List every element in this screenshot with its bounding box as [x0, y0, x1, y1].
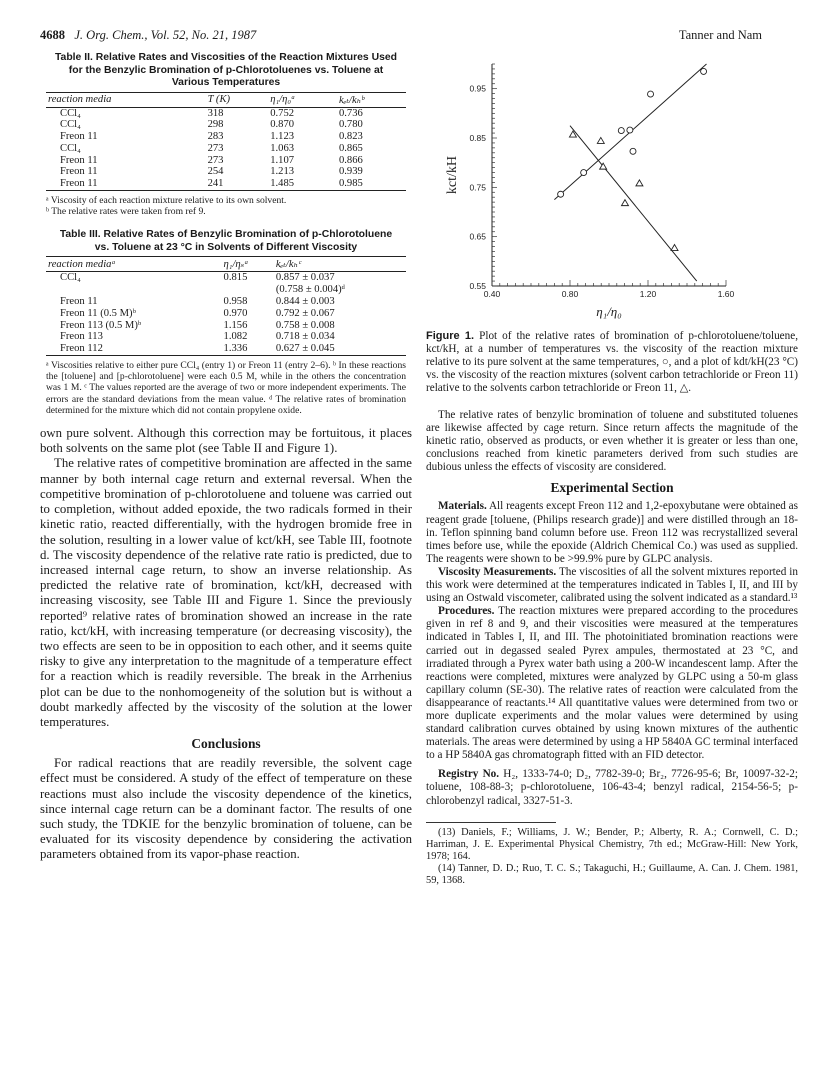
- data-point-circle: [627, 127, 633, 133]
- table2-footnote-a: ᵃ Viscosity of each reaction mixture relative to its own solvent.: [46, 195, 287, 207]
- table2-cell: 0.736: [338, 107, 363, 119]
- table2-cell: 254: [207, 166, 224, 178]
- table3-cell: [222, 284, 274, 296]
- table3-cell: 0.857 ± 0.037: [275, 272, 335, 284]
- table3-cell: 1.082: [223, 331, 248, 343]
- table2-cell: Freon 11: [60, 131, 98, 143]
- table2-cell: 0.780: [338, 119, 363, 131]
- reference-13: (13) Daniels, F.; Williams, J. W.; Bender, P.; Alberty, R. A.; Cornwell, C. D.; Harriman, J. E. Experimental Physical Chemistry, 7th ed.; McGraw-Hill: New York, 1978; 164.: [426, 826, 798, 862]
- data-point-triangle: [621, 200, 628, 206]
- table3-footnotes: ᵃ Viscosities relative to either pure CCl₄ (entry 1) or Freon 11 (entry 2–6). ᵇ In these reactions the [toluene] and [p-chlorotoluene] were each 0.5 M, while in the others the concentration was 1 M. ᶜ The values reported are the average of two or more independent experiments. The errors are the standard deviations from the mean value. ᵈ The relative rates of bromination determined for the mixture which did not contain propylene oxide.: [46, 360, 406, 416]
- figure-caption-text: Plot of the relative rates of bromination of p-chlorotoluene/toluene, kct/kH, at a number of temperatures vs. the viscosity of the reaction mixture relative to its pure solvent at the same temperatures, ○, and a plot of kdt/kH(23 °C) vs. the viscosity of the reaction mixtures (solvent carbon tetrachloride or Freon 11) relative to the solvents carbon tetrachloride or Freon 11, △.: [426, 330, 799, 394]
- table3-header-cell: kₑₜ/kₕᶜ: [274, 257, 406, 272]
- table2-cell: Freon 11: [60, 166, 98, 178]
- table2-cell: 0.866: [338, 154, 363, 166]
- procedures-text: The reaction mixtures were prepared according to the procedures given in ref 8 and 9, and their viscosities were measured at the temperatures indicated in Tables I, II, and III. The photoinitiated bromination reactions were carried out in degassed sealed Pyrex ampules, thermostated at 23 °C, and irradiated through a Pyrex water bath using a 200-W incandescent lamp. After the reactions were completed, mixtures were analyzed by GLPC using a 50-m glass capillary column (SE-30). The relative rates of reaction were calculated from the disappearance of reactants.¹⁴ All quantitative values were determined from two or more duplicate experiments and the molar values were determined by using standard calibration curves obtained by using known mixtures of the authentic materials. The areas were determined by using a HP 5840A GC terminal interfaced to a HP 5840A gas chromatograph fitted with an FID detector.: [426, 605, 798, 762]
- left-paragraph-1: own pure solvent. Although this correction may be fortuitous, it places both solvents on the same plot (see Table II and Figure 1).: [40, 426, 412, 456]
- table3-cell: CCl₄: [60, 272, 81, 284]
- data-point-circle: [558, 191, 564, 197]
- table2: [46, 92, 406, 192]
- y-tick-label: 0.65: [469, 231, 486, 242]
- registry-text: H₂, 1333-74-0; D₂, 7782-39-0; Br₂, 7726-95-6; Br, 10097-32-2; toluene, 108-88-3; p-chlorotoluene, 106-43-4; benzyl radical, 2154-56-5; p-chlorobenzyl radical, 3327-51-3.: [426, 768, 799, 807]
- data-point-circle: [648, 91, 654, 97]
- table3-cell: 0.718 ± 0.034: [275, 331, 335, 343]
- table-row: [46, 272, 406, 284]
- x-axis-label: η₁/η₀: [596, 304, 622, 319]
- table3-cell: Freon 11 (0.5 M)ᵇ: [60, 307, 136, 319]
- data-point-triangle: [671, 245, 678, 251]
- table3-cell: 0.758 ± 0.008: [275, 319, 335, 331]
- data-point-triangle: [597, 137, 604, 143]
- registry-paragraph: [426, 768, 798, 807]
- x-tick-label: 0.40: [483, 289, 501, 299]
- table-row: [46, 107, 406, 119]
- experimental-heading: Experimental Section: [550, 480, 674, 496]
- table2-cell: 0.752: [270, 107, 295, 119]
- table3-cell: 1.156: [223, 319, 248, 331]
- table2-cell: CCl₄: [60, 142, 81, 154]
- table3-title: Table III. Relative Rates of Benzylic Bromination of p-Chlorotoluene vs. Toluene at 23 °C in Solvents of Different Viscosity: [59, 229, 393, 253]
- materials-paragraph: [426, 500, 798, 565]
- table-row: [46, 178, 406, 190]
- data-point-circle: [618, 128, 624, 134]
- table2-cell: 0.939: [338, 166, 363, 178]
- conclusions-paragraph: For radical reactions that are readily reversible, the solvent cage effect must be considered. A study of the effect of temperature on these reactions must also include the viscosity dependence of the kinetics, since internal cage return can be a dominant factor. The results of one such study, the TDKIE for the benzylic bromination of toluene, can be evaluated for its viscosity dependence by considering the activation parameters obtained from its vapor-phase reaction.: [40, 756, 412, 862]
- data-point-circle: [581, 170, 587, 176]
- table3-cell: 1.336: [222, 343, 274, 355]
- y-axis-label: kct/kH: [445, 155, 460, 195]
- table2-cell: 1.107: [270, 154, 295, 166]
- figure-1-caption: [426, 330, 798, 395]
- y-tick-label: 0.55: [469, 281, 486, 291]
- y-tick-label: 0.85: [469, 133, 486, 143]
- table-row: [46, 284, 406, 296]
- x-tick-label: 1.20: [639, 289, 657, 299]
- data-point-circle: [701, 68, 707, 74]
- table2-header-cell: kₑₜ/kₕᵇ: [337, 92, 406, 107]
- x-tick-label: 0.80: [561, 289, 579, 299]
- table2-cell: 1.213: [270, 166, 295, 178]
- registry-label: Registry No.: [438, 768, 500, 781]
- table-row: [46, 320, 406, 332]
- conclusions-heading: Conclusions: [191, 736, 261, 752]
- table2-cell: CCl₄: [60, 107, 81, 119]
- data-point-triangle: [636, 180, 643, 186]
- running-header-authors: Tanner and Nam: [678, 28, 762, 42]
- table3-cell: Freon 11: [60, 296, 98, 308]
- left-column: [40, 52, 412, 863]
- procedures-paragraph: [426, 605, 798, 762]
- table2-cell: CCl₄: [60, 119, 81, 131]
- viscosity-paragraph: [426, 566, 798, 605]
- running-header-left: [40, 28, 256, 43]
- table2-header-cell: T (K): [206, 92, 269, 107]
- table-row: [46, 331, 406, 343]
- table2-footnote-b: ᵇ The relative rates were taken from ref 9.: [46, 206, 206, 218]
- table2-title: Table II. Relative Rates and Viscosities of the Reaction Mixtures Used for the Benzylic Bromination of p-Chlorotoluenes vs. Toluene at Various Temperatures: [54, 52, 398, 88]
- table3-cell: 0.970: [223, 307, 248, 319]
- table2-cell: 283: [207, 131, 224, 143]
- right-paragraph-1: The relative rates of benzylic bromination of toluene and substituted toluenes are likewise affected by cage return. Since return affects the magnitude of the kinetic ratio, observed as products, or even whether it is greater or less than one, conclusions reached from kinetic parameters derived from such studies are dubious unless the effects of viscosity are considered.: [426, 409, 798, 474]
- figure-caption-label: Figure 1.: [426, 330, 475, 342]
- table3-cell: 0.958: [223, 296, 248, 308]
- table3-cell: 0.844 ± 0.003: [275, 296, 335, 308]
- materials-label: Materials.: [438, 500, 487, 513]
- viscosity-label: Viscosity Measurements.: [438, 565, 557, 578]
- table3-cell: Freon 113: [60, 331, 103, 343]
- table3-cell: Freon 112: [46, 343, 222, 355]
- reference-14: (14) Tanner, D. D.; Ruo, T. C. S.; Takaguchi, H.; Guillaume, A. Can. J. Chem. 1981, 59, 1368.: [426, 862, 798, 886]
- table2-cell: 0.870: [270, 119, 295, 131]
- table-row: [46, 296, 406, 308]
- table-row: [46, 155, 406, 167]
- table2-cell: 0.865: [338, 142, 363, 154]
- table-row: [46, 119, 406, 131]
- left-paragraph-2: The relative rates of competitive bromination are affected in the same manner by both internal cage return and external reversal. When the competitive bromination of p-chlorotoluene and toluene was carried out to completion, without added epoxide, the two radicals formed in their kinetic ratio, reacted differentially, with the hydrogen bromide free in the solution, resulting in a lower value of kct/kH, see Table III, footnote d. The viscosity dependence of the relative rate ratio is predicted, due to increased internal cage return, to show an inverse relationship. As predicted the relative rate of bromination, kct/kH, decreased with increasing viscosity, see Table III and Figure 1. Since the previously reported⁹ relative rates of bromination showed an increase in the rate ratio, kct/kH, with increasing temperature (or decreasing viscosity), the two effects are seen to be in opposition to each other, and it seems quite risky to give any interpretation to the magnitude of a temperature effect for a reaction which is readily reversible. The break in the Arrhenius plot can be due to the nonhomogeneity of the solution but is without a doubt markedly affected by the viscosity of the solution at the lower temperatures.: [40, 456, 412, 729]
- table-row: [46, 308, 406, 320]
- table3: [46, 256, 406, 356]
- table2-cell: 0.985: [337, 178, 406, 190]
- figure-1-chart: [426, 54, 798, 324]
- table3-cell: [46, 284, 222, 296]
- table2-cell: 298: [207, 119, 224, 131]
- table2-cell: 318: [207, 107, 224, 119]
- table3-cell: 0.627 ± 0.045: [274, 343, 406, 355]
- table2-header-cell: η₁/η₀ᵃ: [268, 92, 337, 107]
- references-divider: [426, 822, 556, 823]
- table2-cell: 273: [207, 142, 224, 154]
- right-column: [426, 330, 798, 887]
- procedures-label: Procedures.: [438, 605, 495, 618]
- materials-text: All reagents except Freon 112 and 1,2-epoxybutane were obtained as reagent grade [toluene, (Philips research grade)] and were distilled through an 18-in. Teflon spinning band column before use. Freon 112 was recrystallized several times before use, while the epoxide (Aldrich Chemical Co.) was used as supplied. The reagents were shown to be >99.9% pure by GLPC analysis.: [426, 500, 798, 565]
- table3-cell: 0.792 ± 0.067: [275, 307, 335, 319]
- page-number: 4688: [40, 28, 65, 42]
- table2-header-cell: reaction media: [46, 92, 206, 107]
- table2-cell: 0.823: [338, 131, 363, 143]
- y-tick-label: 0.95: [469, 83, 486, 94]
- table3-cell: 0.815: [223, 272, 248, 284]
- table-row: [46, 343, 406, 355]
- table-row: [46, 131, 406, 143]
- data-point-circle: [630, 148, 636, 154]
- table2-cell: Freon 11: [46, 178, 206, 190]
- table3-cell: Freon 113 (0.5 M)ᵇ: [60, 319, 142, 331]
- x-tick-label: 1.60: [717, 289, 735, 299]
- table2-cell: 241: [206, 178, 269, 190]
- table3-header-cell: reaction mediaᵃ: [46, 257, 222, 272]
- table-row: [46, 166, 406, 178]
- table3-header-cell: η₁/ηₛᵃ: [222, 257, 274, 272]
- table3-cell: (0.758 ± 0.004)ᵈ: [275, 284, 345, 296]
- journal-citation: J. Org. Chem., Vol. 52, No. 21, 1987: [74, 28, 257, 42]
- y-tick-label: 0.75: [469, 182, 486, 193]
- table2-cell: 273: [207, 154, 224, 166]
- table-row: [46, 143, 406, 155]
- table2-cell: 1.485: [268, 178, 337, 190]
- table2-cell: 1.123: [270, 131, 295, 143]
- table2-cell: Freon 11: [60, 154, 98, 166]
- table2-cell: 1.063: [270, 142, 295, 154]
- viscosity-text: The viscosities of all the solvent mixtures reported in this work were determined at the temperatures indicated in Tables I, II, and III by using an Ostwald viscometer, calibrated using the solvent indicated as a standard.¹³: [426, 565, 798, 605]
